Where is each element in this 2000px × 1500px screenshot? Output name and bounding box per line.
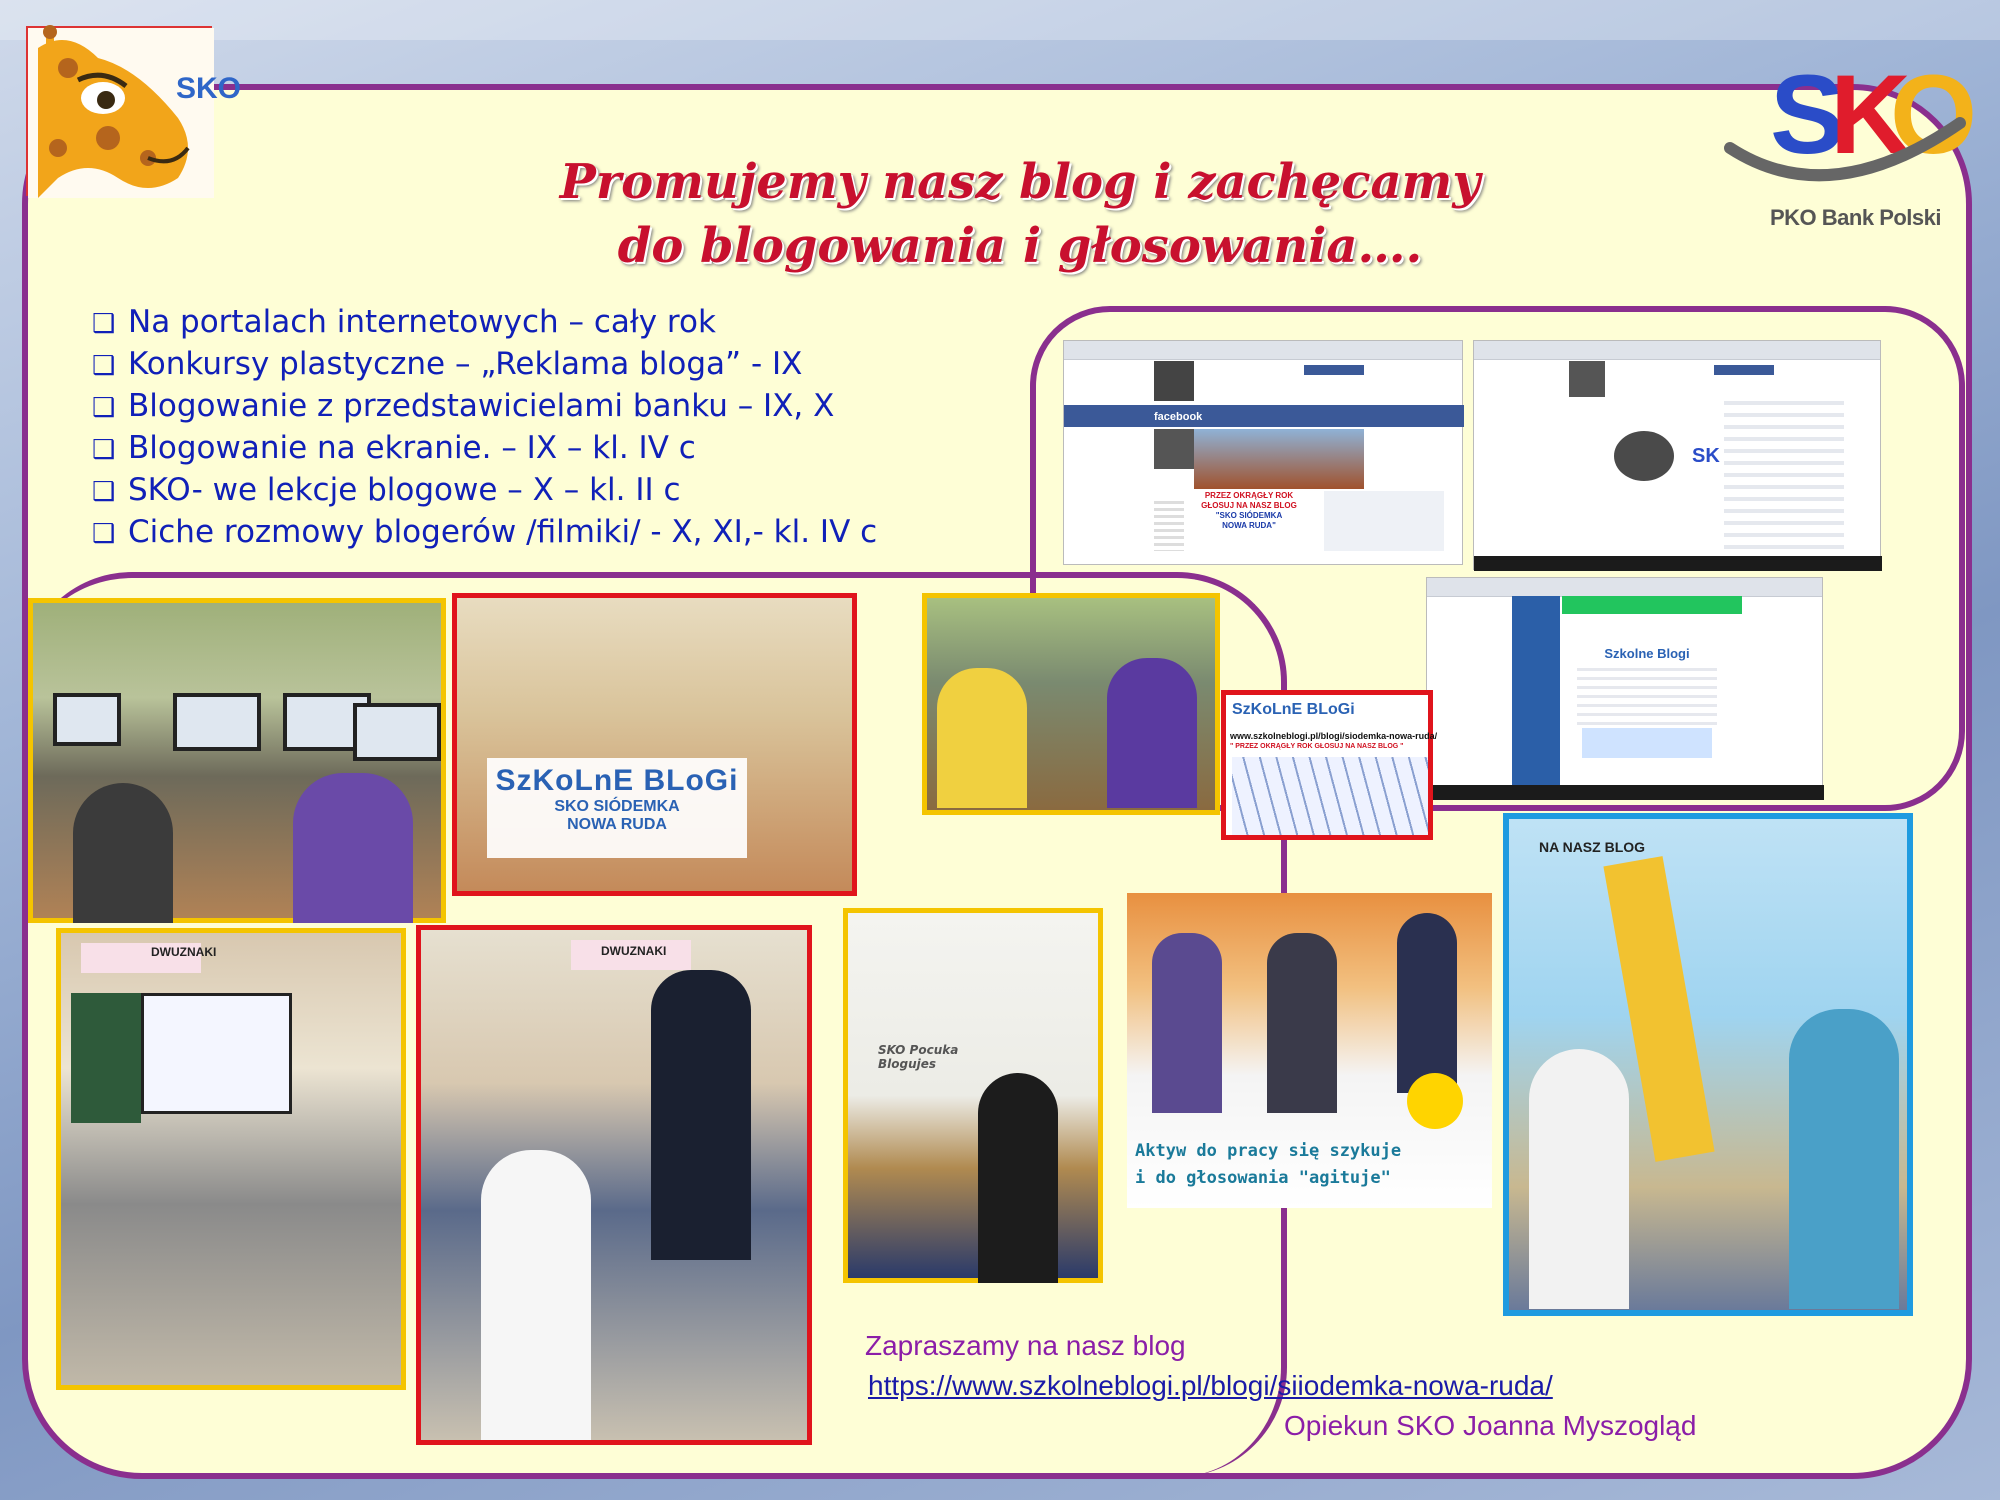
pko-bank-label: PKO Bank Polski: [1770, 205, 1942, 230]
photo-aktyw: [1127, 893, 1492, 1208]
title-line-1: Promujemy nasz blog i zachęcamy: [559, 154, 1481, 210]
title-line-2: do blogowania i głosowania….: [617, 218, 1423, 274]
aktyw-caption-2: i do głosowania "agituje": [1135, 1168, 1391, 1188]
sko-logo-letter-k: K: [1830, 52, 1911, 177]
card-szkolne-blogi: SzKoLnE BLoGi www.szkolneblogi.pl/blogi/siodemka-nowa-ruda/ " PRZEZ OKRĄGŁY ROK GŁOSUJ NA NASZ BLOG ": [1221, 690, 1433, 840]
svg-text:SKO: SKO: [176, 72, 242, 105]
fb-post-text: PRZEZ OKRĄGŁY ROK GŁOSUJ NA NASZ BLOG "SKO SIÓDEMKA NOWA RUDA": [1201, 491, 1297, 530]
szkolne-blogi-screenshot: [1426, 577, 1823, 799]
photo-smartboard-girl: SKO Pocuka Blogujes: [843, 908, 1103, 1283]
giraffe-icon: [28, 28, 242, 198]
photo-kids-cards: [922, 593, 1220, 815]
list-item: ❑ Blogowanie na ekranie. – IX – kl. IV c: [92, 428, 877, 470]
sko-logo-letter-s: S: [1770, 52, 1845, 177]
teacher-signature: Opiekun SKO Joanna Myszogląd: [1284, 1410, 1697, 1441]
list-item: ❑ Na portalach internetowych – cały rok: [92, 302, 877, 344]
szkolne-blogi-banner: SzKoLnE BLoGi SKO SIÓDEMKA NOWA RUDA: [487, 758, 747, 858]
blog-invitation: Zapraszamy na nasz blog: [865, 1330, 1186, 1361]
list-item: ❑ SKO- we lekcje blogowe – X – kl. II c: [92, 470, 877, 512]
photo-classroom-banner: [452, 593, 857, 896]
photo-giraffe-poster: NA NASZ BLOG: [1503, 813, 1913, 1316]
activity-list: [92, 302, 877, 554]
background-band: [0, 0, 2000, 40]
blog-profile-screenshot: [1473, 340, 1881, 570]
blog-heading: Szkolne Blogi: [1604, 646, 1690, 661]
sko-logo-letter-o: O: [1890, 52, 1978, 177]
list-item: ❑ Konkursy plastyczne – „Reklama bloga” - IX: [92, 344, 877, 386]
giraffe-logo-tile: [26, 26, 242, 196]
facebook-brand: facebook: [1154, 411, 1203, 423]
photo-whiteboard-class: DWUZNAKI: [56, 928, 406, 1390]
sko-mark: SK: [1692, 445, 1720, 467]
list-item: ❑ Blogowanie z przedstawicielami banku – IX, X: [92, 386, 877, 428]
list-item: ❑ Ciche rozmowy blogerów /filmiki/ - X, XI,- kl. IV c: [92, 512, 877, 554]
page-title: [540, 150, 1500, 278]
blog-link[interactable]: https://www.szkolneblogi.pl/blogi/siiodemka-nowa-ruda/: [868, 1370, 1553, 1401]
photo-computer-lab-kids: [28, 598, 446, 923]
aktyw-caption-1: Aktyw do pracy się szykuje: [1135, 1141, 1402, 1161]
photo-bank-visit: DWUZNAKI: [416, 925, 812, 1445]
facebook-screenshot: [1063, 340, 1463, 565]
